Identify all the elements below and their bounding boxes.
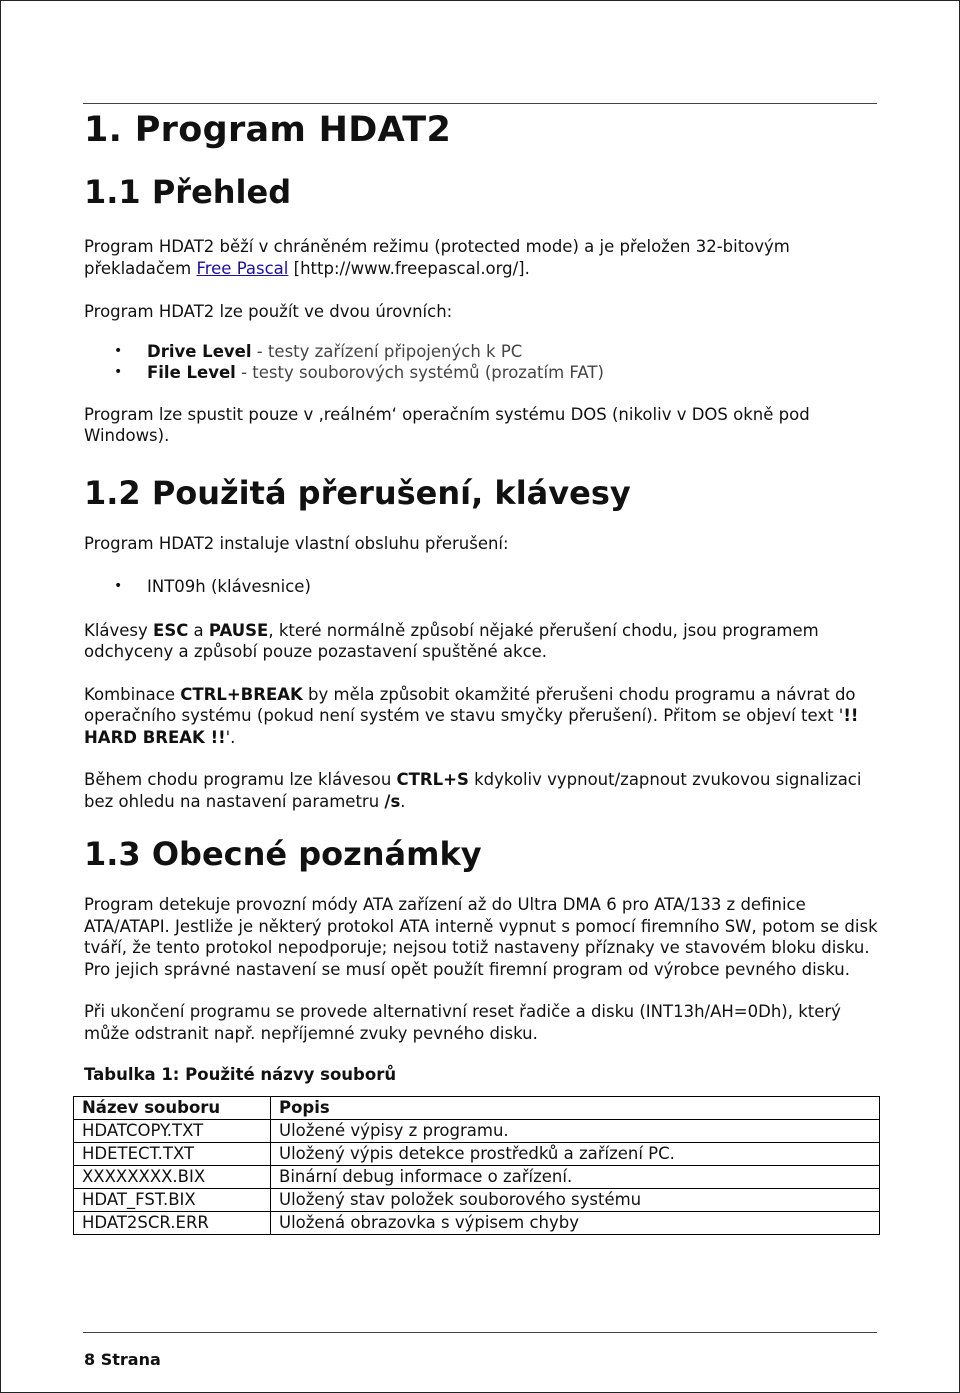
level-desc: - testy zařízení připojených k PC	[251, 341, 523, 361]
table-row	[74, 1212, 880, 1235]
levels-list	[84, 341, 884, 384]
file-name-cell: HDATCOPY.TXT	[74, 1120, 271, 1143]
ctrl-break-key: CTRL+BREAK	[180, 684, 303, 704]
interrupts-list	[84, 576, 884, 598]
sound-text: .	[400, 791, 406, 811]
file-name-cell: HDAT2SCR.ERR	[74, 1212, 271, 1235]
keys-text: , které normálně způsobí nějaké přerušení chodu, jsou programem odchyceny a způsobí pouze pozastavení spuštěné akce.	[84, 620, 819, 661]
sound-text: Během chodu programu lze klávesou	[84, 770, 397, 789]
keys-text: a	[188, 620, 209, 640]
description-cell: Uložený stav položek souborového systému	[271, 1189, 880, 1212]
footer-rule	[83, 1332, 877, 1333]
document-body	[84, 108, 884, 1235]
files-table	[73, 1096, 880, 1235]
table-caption: Tabulka 1: Použité názvy souborů	[84, 1065, 397, 1084]
file-name-cell: XXXXXXXX.BIX	[74, 1166, 271, 1189]
break-text: Kombinace	[84, 684, 181, 704]
ctrl-s-key: CTRL+S	[396, 770, 469, 789]
sound-paragraph	[84, 769, 884, 812]
table-row	[74, 1143, 880, 1166]
description-cell: Uložené výpisy z programu.	[271, 1120, 880, 1143]
break-paragraph	[84, 684, 884, 749]
description-cell: Uložený výpis detekce prostředků a zařízení PC.	[271, 1143, 880, 1166]
interrupts-paragraph: Program HDAT2 instaluje vlastní obsluhu přerušení:	[84, 533, 509, 553]
pause-key: PAUSE	[208, 620, 269, 640]
detect-paragraph: Program detekuje provozní módy ATA zařízení až do Ultra DMA 6 pro ATA/133 z definice ATA/ATAPI. Jestliže je některý protokol ATA interně vypnut s pomocí firemního SW, potom se disk tváří, že tento protokol nepodporuje; nejsou totiž nastaveny příznaky ve stavovém bloku disku. Pro jejich správné nastavení se musí opět použít firemní program od výrobce pevného disku.	[84, 895, 878, 979]
level-desc: - testy souborových systémů (prozatím FAT)	[235, 363, 604, 382]
description-cell: Uložená obrazovka s výpisem chyby	[271, 1212, 880, 1235]
break-text: by měla způsobit okamžité přerušeni chodu programu a návrat do operačního systému (pokud není systém ve stavu smyčky přerušení). Přitom se objeví text '	[84, 684, 856, 725]
description-cell: Binární debug informace o zařízení.	[271, 1166, 880, 1189]
break-text: '.	[225, 727, 236, 747]
file-name-cell: HDAT_FST.BIX	[74, 1189, 271, 1212]
level-name: Drive Level	[147, 341, 252, 361]
level-name: File Level	[147, 363, 236, 382]
intro-paragraph	[84, 236, 884, 279]
table-row	[74, 1120, 880, 1143]
levels-paragraph: Program HDAT2 lze použít ve dvou úrovních:	[84, 302, 453, 321]
dos-paragraph: Program lze spustit pouze v ‚reálném‘ operačním systému DOS (nikoliv v DOS okně pod Windows).	[84, 404, 810, 445]
hard-break-text: !! HARD BREAK !!	[84, 706, 859, 747]
table-row	[74, 1189, 880, 1212]
page-number: 8 Strana	[84, 1350, 161, 1369]
section-title-overview: 1.1 Přehled	[84, 173, 292, 211]
chapter-title: 1. Program HDAT2	[84, 110, 452, 150]
column-header: Popis	[271, 1097, 880, 1120]
list-item	[84, 362, 884, 384]
s-parameter: /s	[384, 791, 401, 811]
file-name-cell: HDETECT.TXT	[74, 1143, 271, 1166]
section-title-notes: 1.3 Obecné poznámky	[84, 835, 482, 873]
keys-paragraph	[84, 620, 884, 663]
free-pascal-link[interactable]: Free Pascal	[196, 258, 289, 278]
intro-text-a: Program HDAT2 běží v chráněném režimu (protected mode) a je přeložen 32-bitovým překladačem	[84, 237, 790, 278]
intro-text-b: [http://www.freepascal.org/].	[288, 258, 530, 278]
list-item: • INT09h (klávesnice)	[84, 576, 884, 598]
list-item	[84, 341, 884, 363]
section-title-interrupts: 1.2 Použitá přerušení, klávesy	[84, 473, 631, 512]
header-rule	[83, 103, 877, 104]
esc-key: ESC	[153, 620, 189, 640]
column-header: Název souboru	[74, 1097, 271, 1120]
table-row	[74, 1166, 880, 1189]
sound-text: kdykoliv vypnout/zapnout zvukovou signalizaci bez ohledu na nastavení parametru	[84, 770, 862, 811]
reset-paragraph: Při ukončení programu se provede alternativní reset řadiče a disku (INT13h/AH=0Dh), který může odstranit např. nepříjemné zvuky pevného disku.	[84, 1002, 841, 1043]
keys-text: Klávesy	[84, 620, 154, 640]
table-header-row	[74, 1097, 880, 1120]
